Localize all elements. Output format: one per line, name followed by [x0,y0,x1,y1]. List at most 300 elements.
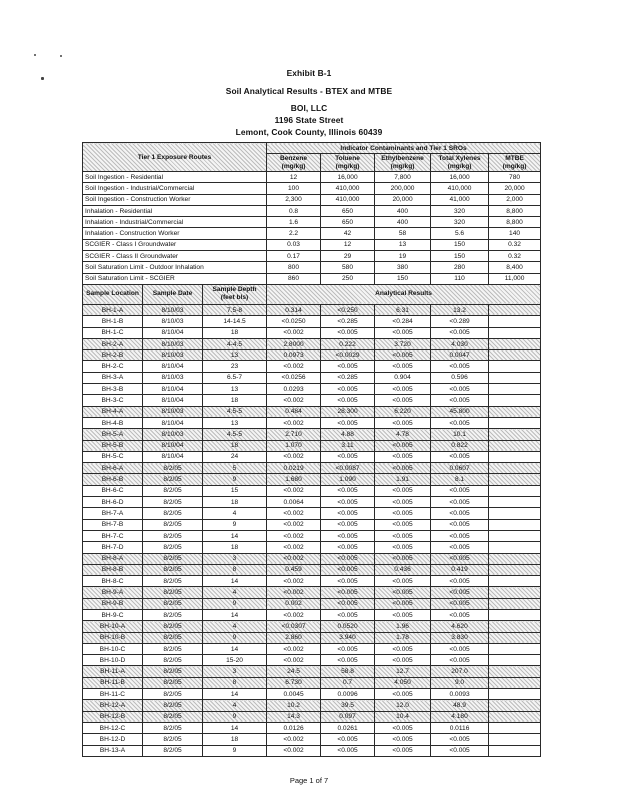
sample-row [83,485,541,496]
sample-depth: 9 [203,474,267,485]
result-value [489,395,541,406]
result-value: 6.730 [267,677,321,688]
sample-date: 8/2/05 [143,598,203,609]
tier1-value: 8,800 [489,205,541,216]
tier1-value: 19 [375,251,431,262]
result-value: <0.005 [375,519,431,530]
tier1-value: 0.32 [489,239,541,250]
result-value: 0.0520 [321,621,375,632]
tier1-value: 110 [431,273,489,284]
exposure-route-label: Soil Saturation Limit - Outdoor Inhalation [83,262,267,273]
result-value: <0.005 [431,598,489,609]
result-value [489,519,541,530]
result-value: 2.860 [267,632,321,643]
sample-location: BH-1-C [83,327,143,338]
result-value: 0.904 [375,372,431,383]
sample-row [83,576,541,587]
result-value: 28.300 [321,406,375,417]
result-value: 0.0064 [267,497,321,508]
result-value [489,384,541,395]
result-value: 4.180 [431,711,489,722]
sample-row [83,542,541,553]
result-value [489,666,541,677]
result-value [489,609,541,620]
results-table-wrapper [82,142,540,757]
sample-location: BH-13-A [83,745,143,756]
tier1-value: 58 [375,228,431,239]
tier1-value: 410,000 [431,183,489,194]
sample-date: 8/2/05 [143,722,203,733]
result-value [489,643,541,654]
sample-row [83,384,541,395]
tier1-value: 200,000 [375,183,431,194]
result-value: <0.005 [375,643,431,654]
result-value: <0.005 [431,417,489,428]
result-value: <0.005 [431,361,489,372]
sample-date: 8/2/05 [143,463,203,474]
sample-row [83,350,541,361]
tier1-row [83,194,541,205]
sample-date: 8/2/05 [143,508,203,519]
sample-depth: 4 [203,508,267,519]
tier1-value: 11,000 [489,273,541,284]
sample-depth: 24 [203,451,267,462]
tier1-value: 2,300 [267,194,321,205]
sample-date: 8/2/05 [143,621,203,632]
sample-date: 8/2/05 [143,564,203,575]
sample-depth: 14 [203,530,267,541]
sample-location-header: Sample Location [83,284,143,304]
result-value: 4.78 [375,429,431,440]
result-value [489,711,541,722]
sample-location: BH-10-B [83,632,143,643]
result-value: 6.220 [375,406,431,417]
result-value: <0.002 [267,519,321,530]
sample-row [83,316,541,327]
result-value: <0.005 [375,734,431,745]
tier1-value: 380 [375,262,431,273]
page-number: Page 1 of 7 [289,776,329,785]
result-value: <0.0029 [321,350,375,361]
result-value: <0.0250 [267,316,321,327]
sample-row [83,463,541,474]
result-value: 0.0973 [267,350,321,361]
result-value [489,417,541,428]
result-value [489,327,541,338]
result-value: 1.680 [267,474,321,485]
sample-location: BH-12-B [83,711,143,722]
sample-location: BH-3-B [83,384,143,395]
result-value: 10.4 [375,711,431,722]
sample-location: BH-3-C [83,395,143,406]
sample-row [83,474,541,485]
soil-results-table [82,142,541,757]
sample-depth: 14 [203,689,267,700]
sample-location: BH-8-C [83,576,143,587]
result-value: 4.030 [431,338,489,349]
result-value: <0.002 [267,508,321,519]
tier1-row [83,205,541,216]
sample-date: 8/2/05 [143,519,203,530]
result-value: <0.005 [431,587,489,598]
tier1-value: 140 [489,228,541,239]
result-value: <0.005 [321,564,375,575]
sample-location: BH-6-A [83,463,143,474]
result-value: <0.005 [431,655,489,666]
result-value: <0.002 [267,643,321,654]
result-value: 0.484 [267,406,321,417]
sample-location: BH-10-C [83,643,143,654]
exposure-route-label: Soil Saturation Limit - SCGIER [83,273,267,284]
tier1-value: 150 [431,239,489,250]
tier1-value: 650 [321,217,375,228]
sample-row [83,429,541,440]
result-value [489,632,541,643]
result-value: <0.005 [375,350,431,361]
result-value: 2.8000 [267,338,321,349]
sample-row [83,338,541,349]
analytical-results-header: Analytical Results [267,284,541,304]
result-value: <0.005 [321,519,375,530]
sample-depth: 14 [203,643,267,654]
sample-location: BH-12-D [83,734,143,745]
result-value: <0.0256 [267,372,321,383]
sample-date: 8/10/03 [143,338,203,349]
sample-depth: 7.5-8 [203,304,267,315]
sample-row [83,643,541,654]
result-value [489,542,541,553]
sample-date: 8/10/03 [143,316,203,327]
result-value [489,576,541,587]
result-value: 3.940 [321,632,375,643]
result-value: 13.2 [431,304,489,315]
sample-depth: 3 [203,553,267,564]
sample-row [83,666,541,677]
result-value: <0.005 [375,395,431,406]
result-value [489,474,541,485]
sample-date: 8/10/04 [143,417,203,428]
tier1-value: 12 [321,239,375,250]
sample-location: BH-9-B [83,598,143,609]
sample-location: BH-12-C [83,722,143,733]
sample-date: 8/2/05 [143,530,203,541]
result-value: <0.005 [375,440,431,451]
result-value: 0.436 [375,564,431,575]
tier1-value: 16,000 [321,172,375,183]
sample-depth-header: Sample Depth (feet bls) [203,284,267,304]
result-value: 24.5 [267,666,321,677]
result-value [489,677,541,688]
sample-date: 8/2/05 [143,666,203,677]
sample-location: BH-7-D [83,542,143,553]
tier1-value: 8,400 [489,262,541,273]
sample-depth: 9 [203,711,267,722]
analyte-unit: (mg/kg) [447,162,472,170]
sample-date: 8/10/03 [143,372,203,383]
result-value: <0.005 [321,417,375,428]
result-value: <0.005 [375,542,431,553]
result-value: <0.002 [267,734,321,745]
sample-row [83,395,541,406]
sample-date: 8/10/03 [143,304,203,315]
result-value [489,497,541,508]
sample-depth: 4 [203,700,267,711]
analyte-unit: (mg/kg) [281,162,306,170]
result-value: 4.620 [431,621,489,632]
result-value [489,553,541,564]
result-value: <0.005 [431,576,489,587]
sample-row [83,497,541,508]
sample-row [83,553,541,564]
sample-row [83,689,541,700]
sample-row [83,745,541,756]
result-value [489,598,541,609]
sample-date: 8/2/05 [143,632,203,643]
result-value: 0.0607 [431,463,489,474]
sample-row [83,632,541,643]
sample-row [83,440,541,451]
result-value: <0.005 [321,451,375,462]
analyte-unit: (mg/kg) [390,162,415,170]
exposure-route-label: Soil Ingestion - Construction Worker [83,194,267,205]
sample-location: BH-6-D [83,497,143,508]
tier1-value: 2.2 [267,228,321,239]
sample-depth: 5 [203,463,267,474]
result-value [489,485,541,496]
tier1-value: 250 [321,273,375,284]
tier1-value: 29 [321,251,375,262]
exposure-route-label: Soil Ingestion - Residential [83,172,267,183]
sample-row [83,655,541,666]
sample-date: 8/2/05 [143,553,203,564]
sample-row [83,734,541,745]
result-value: <0.005 [375,655,431,666]
sample-depth: 18 [203,734,267,745]
sample-location: BH-6-C [83,485,143,496]
tier1-value: 100 [267,183,321,194]
sample-depth: 14-14.5 [203,316,267,327]
result-value [489,338,541,349]
tier1-row [83,251,541,262]
result-value: 0.0045 [267,689,321,700]
result-value [489,621,541,632]
result-value: <0.005 [375,530,431,541]
result-value: 1.96 [375,621,431,632]
tier1-value: 13 [375,239,431,250]
scan-speck [41,77,44,80]
result-value: 3.830 [431,632,489,643]
sample-row [83,530,541,541]
result-value [489,734,541,745]
analyte-name: Total Xylenes [438,155,481,162]
result-value [489,372,541,383]
tier1-value: 150 [375,273,431,284]
result-value: <0.005 [431,485,489,496]
result-value: <0.005 [375,508,431,519]
sample-depth: 9 [203,745,267,756]
result-value: <0.005 [321,576,375,587]
sample-row [83,508,541,519]
analyte-name: MTBE [505,155,524,162]
result-value: <0.002 [267,745,321,756]
sample-depth: 9 [203,632,267,643]
sample-date: 8/10/04 [143,361,203,372]
result-value: 1.91 [375,474,431,485]
sample-row [83,564,541,575]
tier1-value: 280 [431,262,489,273]
result-value: 48.9 [431,700,489,711]
result-value: 3.720 [375,338,431,349]
tier1-value: 41,000 [431,194,489,205]
sample-depth: 4 [203,587,267,598]
tier1-value: 12 [267,172,321,183]
result-value: <0.005 [321,497,375,508]
result-value: <0.002 [267,485,321,496]
result-value: <0.005 [431,745,489,756]
sample-location: BH-8-A [83,553,143,564]
exposure-route-label: SCGIER - Class II Groundwater [83,251,267,262]
analyte-unit: (mg/kg) [335,162,360,170]
tier1-value: 580 [321,262,375,273]
result-value: <0.005 [321,361,375,372]
sample-row [83,372,541,383]
tier1-value: 2,000 [489,194,541,205]
result-value: <0.005 [321,327,375,338]
result-value: 0.222 [321,338,375,349]
sample-date: 8/10/04 [143,395,203,406]
sample-location: BH-4-A [83,406,143,417]
sample-row [83,609,541,620]
result-value: 4.88 [321,429,375,440]
tier1-value: 7,800 [375,172,431,183]
sample-row [83,519,541,530]
result-value: <0.002 [267,655,321,666]
result-value: <0.005 [375,485,431,496]
sample-location: BH-5-B [83,440,143,451]
tier1-value: 410,000 [321,183,375,194]
result-value: <0.005 [431,553,489,564]
result-value: 0.459 [267,564,321,575]
result-value [489,508,541,519]
result-value: <0.005 [375,689,431,700]
tier1-row [83,228,541,239]
sample-date: 8/2/05 [143,677,203,688]
result-value: 0.0096 [321,689,375,700]
result-value: 58.8 [321,666,375,677]
result-value: <0.005 [431,327,489,338]
sample-location: BH-3-A [83,372,143,383]
tier1-value: 410,000 [321,194,375,205]
result-value: <0.002 [267,361,321,372]
tier1-value: 0.8 [267,205,321,216]
result-value [489,655,541,666]
result-value: <0.005 [321,655,375,666]
sample-date: 8/2/05 [143,734,203,745]
analyte-unit: (mg/kg) [502,162,527,170]
tier1-row [83,262,541,273]
sample-date: 8/2/05 [143,587,203,598]
result-value [489,463,541,474]
result-value: <0.005 [321,745,375,756]
result-value: <0.005 [375,384,431,395]
sample-date: 8/10/03 [143,406,203,417]
sample-location: BH-9-A [83,587,143,598]
result-value: 0.097 [321,711,375,722]
sample-date: 8/2/05 [143,542,203,553]
analyte-name: Toluene [335,155,360,162]
sample-depth: 15 [203,485,267,496]
tier1-value: 0.03 [267,239,321,250]
sample-depth: 18 [203,395,267,406]
result-value: 12.0 [375,700,431,711]
result-value: 0.822 [431,440,489,451]
sample-depth: 3 [203,666,267,677]
result-value [489,530,541,541]
result-value: <0.005 [321,508,375,519]
exposure-route-label: Inhalation - Construction Worker [83,228,267,239]
sample-date: 8/2/05 [143,643,203,654]
sample-date: 8/10/04 [143,384,203,395]
sample-location: BH-10-A [83,621,143,632]
result-value: 2.710 [267,429,321,440]
result-value: <0.250 [321,304,375,315]
result-value: 0.0047 [431,350,489,361]
result-value: <0.005 [375,553,431,564]
exposure-route-label: SCGIER - Class I Groundwater [83,239,267,250]
result-value [489,361,541,372]
company-name: BOI, LLC [290,103,328,113]
result-value: 207.0 [431,666,489,677]
result-value: <0.005 [321,734,375,745]
result-value: 1.090 [321,474,375,485]
result-value: <0.005 [431,609,489,620]
sample-date: 8/2/05 [143,700,203,711]
sample-row [83,417,541,428]
sample-depth: 9 [203,598,267,609]
sample-date: 8/2/05 [143,485,203,496]
result-value: <0.002 [267,451,321,462]
sample-date: 8/10/03 [143,350,203,361]
sample-depth: 18 [203,542,267,553]
result-value: 9.0 [431,677,489,688]
result-value: 0.7 [321,677,375,688]
result-value: <0.005 [431,643,489,654]
result-value: 10.1 [431,429,489,440]
sample-location: BH-10-D [83,655,143,666]
sample-date: 8/2/05 [143,474,203,485]
sample-row [83,361,541,372]
analyte-header [321,154,375,172]
sample-row [83,406,541,417]
result-value: 0.0093 [431,689,489,700]
sample-location: BH-11-C [83,689,143,700]
result-value: 0.0126 [267,722,321,733]
result-value [489,722,541,733]
result-value: <0.005 [375,609,431,620]
result-value: <0.002 [267,587,321,598]
result-value: 14.3 [267,711,321,722]
indicator-header: Indicator Contaminants and Tier 1 SROs [267,143,541,154]
tier1-row [83,172,541,183]
sample-date-header: Sample Date [143,284,203,304]
result-value: <0.005 [321,395,375,406]
sample-date: 8/10/03 [143,429,203,440]
scan-speck [60,55,62,57]
sample-date: 8/2/05 [143,655,203,666]
result-value: <0.0087 [321,463,375,474]
sample-depth: 4 [203,621,267,632]
result-value: 1.78 [375,632,431,643]
